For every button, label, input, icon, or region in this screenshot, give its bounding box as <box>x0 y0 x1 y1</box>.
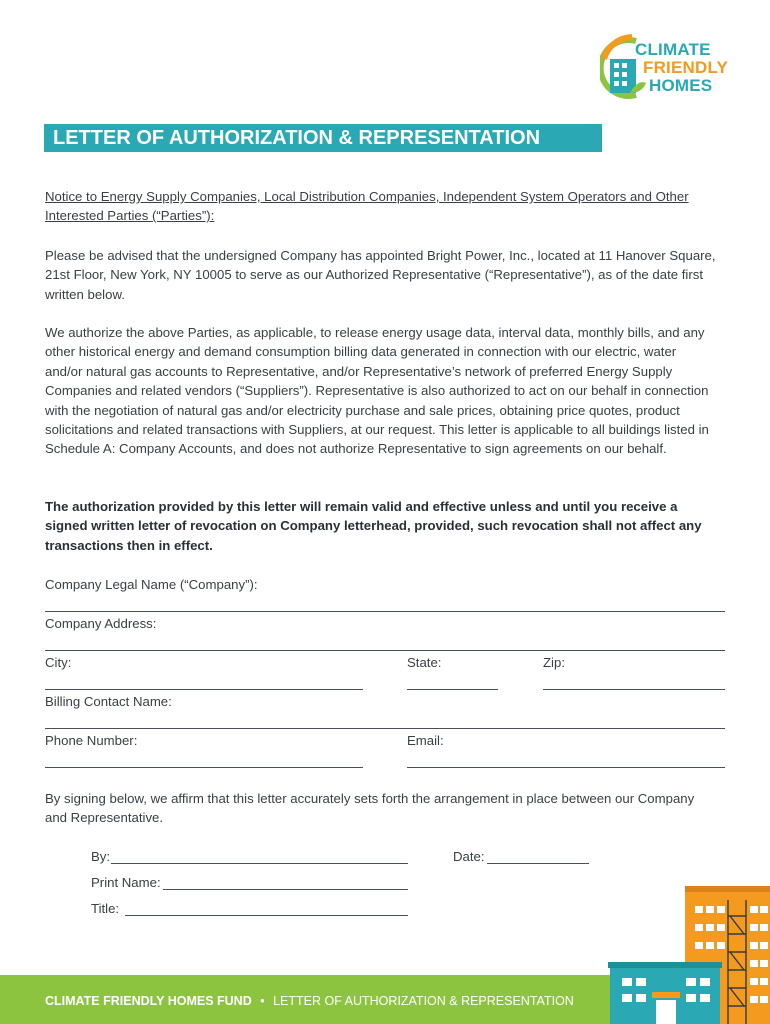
logo-line-friendly: FRIENDLY <box>643 58 729 77</box>
company-legal-name-field[interactable] <box>45 611 725 612</box>
logo-wordmark <box>635 41 728 95</box>
paragraph-appointment: Please be advised that the undersigned Company has appointed Bright Power, Inc., located at 11 Hanover Square, 21st Floor, New York, NY 10005 to serve as our Authorized Representative (“Representative”), as of the date first written below. <box>45 248 716 302</box>
zip-label: Zip: <box>543 655 565 670</box>
logo-line-homes: HOMES <box>649 76 713 95</box>
billing-contact-field[interactable] <box>45 728 725 729</box>
print-name-field[interactable] <box>163 889 408 890</box>
climate-friendly-homes-logo <box>600 33 740 103</box>
email-field[interactable] <box>407 767 725 768</box>
footer-document-name: LETTER OF AUTHORIZATION & REPRESENTATION <box>273 994 574 1008</box>
title-label: Title: <box>91 901 120 916</box>
logo-line-climate: CLIMATE <box>635 40 711 59</box>
city-label: City: <box>45 655 72 670</box>
paragraph-affirmation: By signing below, we affirm that this letter accurately sets forth the arrangement in place between our Company and Representative. <box>45 791 695 826</box>
phone-number-label: Phone Number: <box>45 733 138 748</box>
paragraph-authorization: We authorize the above Parties, as applicable, to release energy usage data, interval data, monthly bills, and any other historical energy and demand consumption billing data generated in connection with our electric, water and/or natural gas accounts to Representative, and/or Representative’s network of preferred Energy Supply Companies and related vendors (“Suppliers”). Representative is also authorized to act on our behalf in connection with the negotiation of natural gas and/or electricity purchase and sale prices, obtaining price quotes, product solicitations and related transactions with Suppliers, at our request. This letter is applicable to all buildings listed in Schedule A: Company Accounts, and does not authorize Representative to sign agreements on our behalf. <box>45 325 709 457</box>
company-address-label: Company Address: <box>45 616 157 631</box>
company-address-field[interactable] <box>45 650 725 651</box>
state-label: State: <box>407 655 442 670</box>
phone-number-field[interactable] <box>45 767 363 768</box>
paragraph-validity: The authorization provided by this letter will remain valid and effective unless and until you receive a signed written letter of revocation on Company letterhead, provided, such revocation shall not affect any transactions then in effect. <box>45 499 702 553</box>
buildings-illustration-icon <box>600 880 770 1024</box>
zip-field[interactable] <box>543 689 725 690</box>
by-label: By: <box>91 849 111 864</box>
email-label: Email: <box>407 733 444 748</box>
title-field[interactable] <box>125 915 408 916</box>
footer-text <box>45 993 574 1009</box>
footer-fund-name: CLIMATE FRIENDLY HOMES FUND <box>45 994 252 1008</box>
state-field[interactable] <box>407 689 498 690</box>
signature-date-field[interactable] <box>487 863 589 864</box>
city-field[interactable] <box>45 689 363 690</box>
footer-separator: • <box>260 994 265 1008</box>
signature-by-field[interactable] <box>111 863 408 864</box>
company-legal-name-label: Company Legal Name (“Company”): <box>45 577 258 592</box>
billing-contact-label: Billing Contact Name: <box>45 694 172 709</box>
print-name-label: Print Name: <box>91 875 161 890</box>
page-title: LETTER OF AUTHORIZATION & REPRESENTATION <box>44 124 602 152</box>
notice-heading: Notice to Energy Supply Companies, Local Distribution Companies, Independent System Operators and Other Interested Parties (“Parties”): <box>45 189 689 224</box>
date-label: Date: <box>453 849 485 864</box>
